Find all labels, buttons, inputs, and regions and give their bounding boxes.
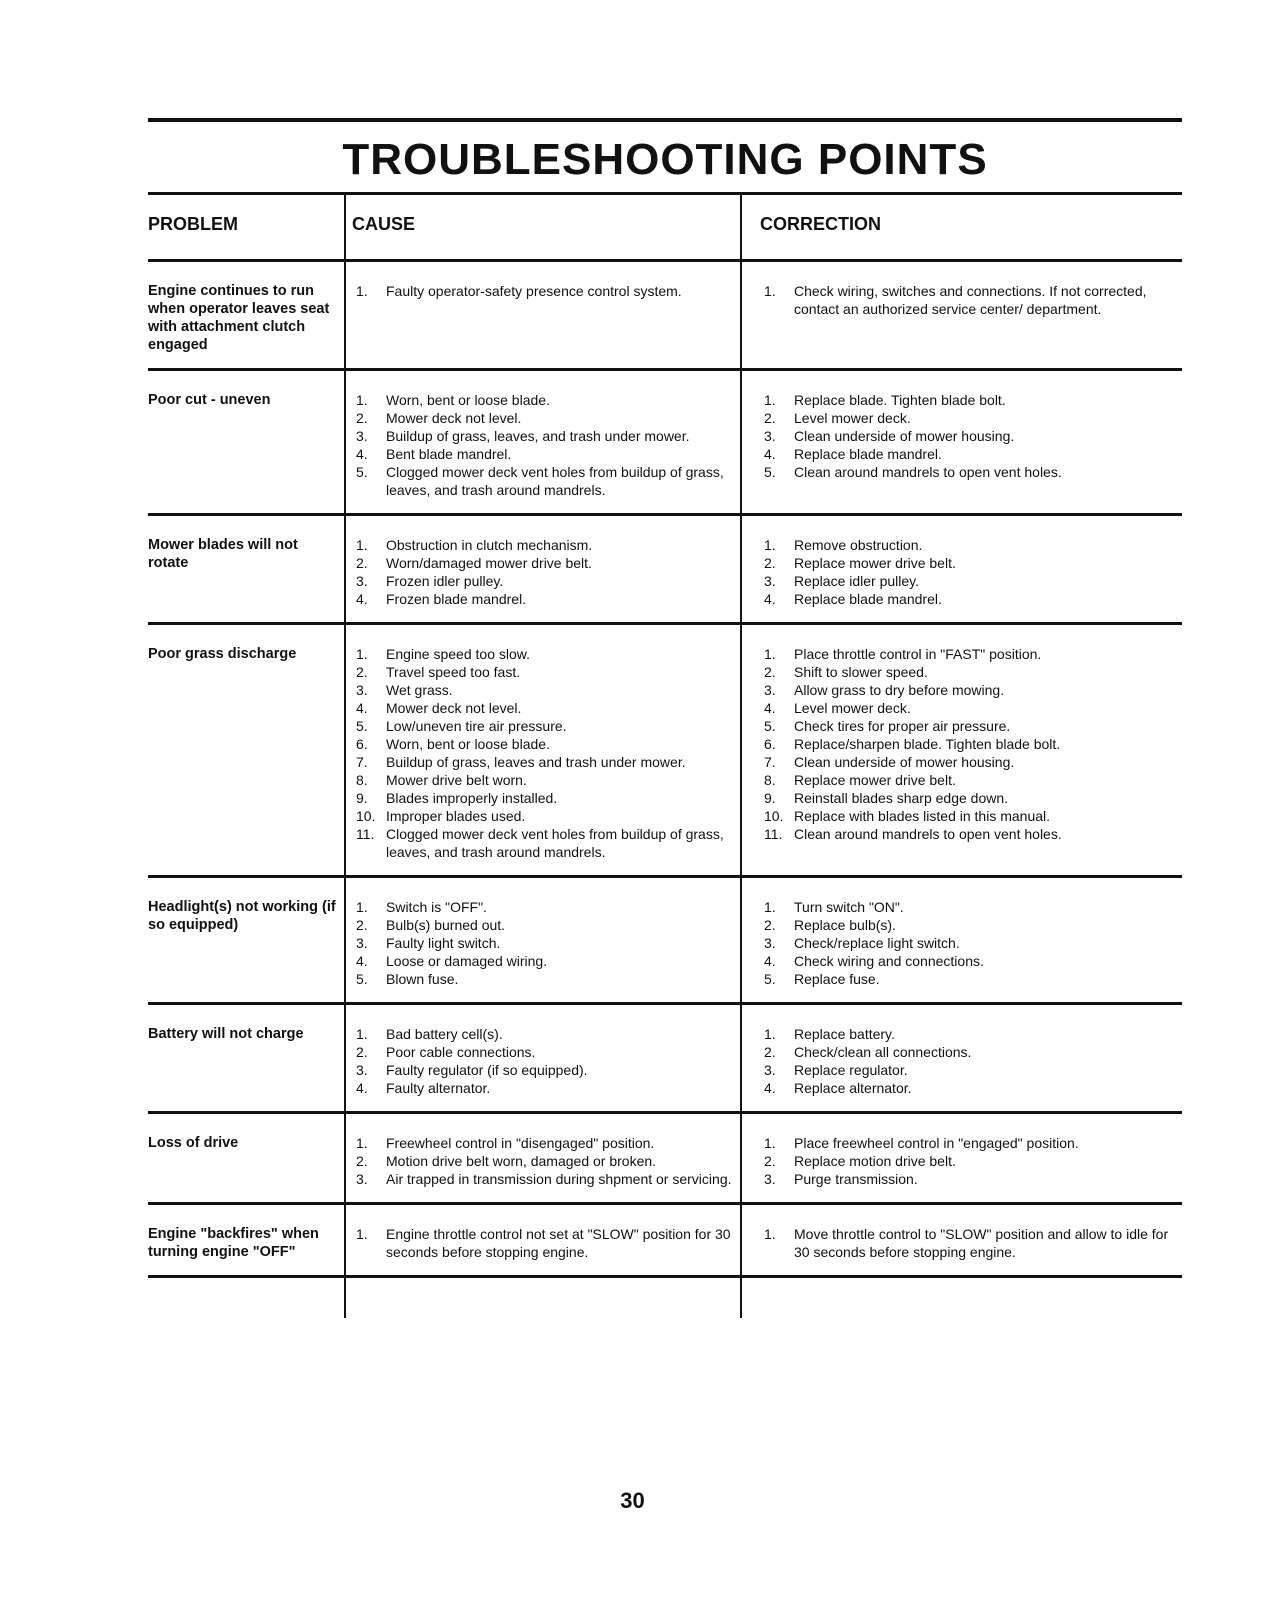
list-item <box>352 590 740 608</box>
list-item <box>352 1225 740 1261</box>
correction-list <box>760 1025 1182 1097</box>
item-text: Loose or damaged wiring. <box>386 953 548 969</box>
table-end-row <box>148 1275 1182 1318</box>
item-number: 1. <box>356 392 368 408</box>
item-number: 1. <box>764 899 776 915</box>
item-text: Replace/sharpen blade. Tighten blade bolt. <box>794 736 1061 752</box>
item-number: 1. <box>764 537 776 553</box>
item-text: Worn, bent or loose blade. <box>386 392 550 408</box>
item-number: 1. <box>764 1026 776 1042</box>
list-item <box>760 753 1182 771</box>
item-number: 5. <box>356 971 368 987</box>
item-text: Shift to slower speed. <box>794 664 928 680</box>
item-number: 2. <box>356 1153 368 1169</box>
item-number: 3. <box>356 1171 368 1187</box>
item-text: Improper blades used. <box>386 808 526 824</box>
list-item <box>760 463 1182 481</box>
cause-cell <box>344 625 740 875</box>
list-item <box>352 1152 740 1170</box>
item-text: Move throttle control to "SLOW" position and allow to idle for 30 seconds before stopping engine. <box>794 1226 1169 1260</box>
item-text: Switch is "OFF". <box>386 899 487 915</box>
item-number: 3. <box>356 935 368 951</box>
item-number: 2. <box>764 917 776 933</box>
list-item <box>760 699 1182 717</box>
list-item <box>352 1061 740 1079</box>
list-item <box>760 952 1182 970</box>
cause-cell <box>344 262 740 368</box>
list-item <box>760 735 1182 753</box>
list-item <box>760 1043 1182 1061</box>
cause-list <box>352 1134 740 1188</box>
item-number: 9. <box>764 790 776 806</box>
cause-list <box>352 898 740 988</box>
cause-list <box>352 1225 740 1261</box>
table-row <box>148 875 1182 1002</box>
correction-list <box>760 282 1182 318</box>
item-text: Low/uneven tire air pressure. <box>386 718 567 734</box>
list-item <box>352 427 740 445</box>
item-number: 2. <box>356 664 368 680</box>
problem-cell <box>148 1205 344 1275</box>
cause-cell <box>344 516 740 622</box>
list-item <box>760 916 1182 934</box>
item-number: 3. <box>356 1062 368 1078</box>
item-number: 4. <box>356 1080 368 1096</box>
item-number: 5. <box>356 464 368 480</box>
item-number: 5. <box>356 718 368 734</box>
cause-list <box>352 282 740 300</box>
problem-cell <box>148 262 344 368</box>
correction-list <box>760 391 1182 481</box>
list-item <box>352 771 740 789</box>
list-item <box>760 1025 1182 1043</box>
item-text: Place throttle control in "FAST" position. <box>794 646 1042 662</box>
list-item <box>352 753 740 771</box>
table-row <box>148 513 1182 622</box>
item-text: Blown fuse. <box>386 971 459 987</box>
item-text: Clean underside of mower housing. <box>794 754 1015 770</box>
item-text: Faulty regulator (if so equipped). <box>386 1062 588 1078</box>
item-number: 4. <box>764 591 776 607</box>
list-item <box>352 1079 740 1097</box>
problem-text: Battery will not charge <box>148 1026 304 1042</box>
list-item <box>760 554 1182 572</box>
item-text: Faulty alternator. <box>386 1080 491 1096</box>
correction-list <box>760 1134 1182 1188</box>
list-item <box>352 735 740 753</box>
correction-cell <box>740 878 1182 1002</box>
item-text: Turn switch "ON". <box>794 899 904 915</box>
list-item <box>352 681 740 699</box>
item-text: Bent blade mandrel. <box>386 446 512 462</box>
cause-list <box>352 645 740 861</box>
problem-text: Loss of drive <box>148 1135 239 1151</box>
item-text: Bulb(s) burned out. <box>386 917 506 933</box>
problem-text: Poor grass discharge <box>148 646 297 662</box>
item-number: 2. <box>356 555 368 571</box>
item-number: 3. <box>764 682 776 698</box>
item-text: Freewheel control in "disengaged" position. <box>386 1135 655 1151</box>
list-item <box>352 916 740 934</box>
item-number: 6. <box>356 736 368 752</box>
item-text: Buildup of grass, leaves and trash under mower. <box>386 754 686 770</box>
item-number: 1. <box>356 1135 368 1151</box>
item-number: 9. <box>356 790 368 806</box>
problem-cell <box>148 878 344 1002</box>
problem-text: Engine "backfires" when turning engine "OFF" <box>148 1226 319 1260</box>
list-item <box>352 807 740 825</box>
item-number: 4. <box>764 1080 776 1096</box>
item-text: Motion drive belt worn, damaged or broken. <box>386 1153 657 1169</box>
troubleshooting-page <box>148 118 1182 1318</box>
list-item <box>352 970 740 988</box>
item-number: 2. <box>764 410 776 426</box>
item-number: 3. <box>764 428 776 444</box>
item-text: Engine speed too slow. <box>386 646 530 662</box>
item-number: 1. <box>764 283 776 299</box>
item-text: Replace mower drive belt. <box>794 772 956 788</box>
list-item <box>352 445 740 463</box>
list-item <box>352 825 740 861</box>
item-number: 1. <box>356 1226 368 1242</box>
list-item <box>352 1134 740 1152</box>
list-item <box>760 970 1182 988</box>
list-item <box>760 1225 1182 1261</box>
item-number: 5. <box>764 971 776 987</box>
item-number: 2. <box>356 410 368 426</box>
item-number: 1. <box>356 899 368 915</box>
item-number: 1. <box>356 646 368 662</box>
header-correction: CORRECTION <box>740 195 1182 259</box>
item-text: Poor cable connections. <box>386 1044 536 1060</box>
page-number: 30 <box>620 1488 645 1513</box>
list-item <box>352 1043 740 1061</box>
item-text: Obstruction in clutch mechanism. <box>386 537 593 553</box>
item-text: Place freewheel control in "engaged" position. <box>794 1135 1079 1151</box>
item-number: 11. <box>356 826 375 842</box>
item-text: Frozen blade mandrel. <box>386 591 527 607</box>
item-number: 11. <box>764 826 783 842</box>
correction-cell <box>740 625 1182 875</box>
cause-list <box>352 536 740 608</box>
table-header <box>148 195 1182 259</box>
page-title: TROUBLESHOOTING POINTS <box>342 135 988 184</box>
cause-cell <box>344 1114 740 1202</box>
item-number: 7. <box>356 754 368 770</box>
item-number: 2. <box>356 917 368 933</box>
table-row <box>148 1202 1182 1275</box>
item-text: Wet grass. <box>386 682 453 698</box>
list-item <box>760 898 1182 916</box>
correction-cell <box>740 1205 1182 1275</box>
list-item <box>760 1170 1182 1188</box>
item-number: 4. <box>764 700 776 716</box>
list-item <box>352 645 740 663</box>
list-item <box>352 898 740 916</box>
item-number: 2. <box>764 1153 776 1169</box>
list-item <box>760 445 1182 463</box>
item-text: Mower deck not level. <box>386 410 522 426</box>
table-row <box>148 622 1182 875</box>
list-item <box>352 789 740 807</box>
list-item <box>760 645 1182 663</box>
list-item <box>352 934 740 952</box>
list-item <box>760 590 1182 608</box>
correction-list <box>760 1225 1182 1261</box>
item-text: Worn, bent or loose blade. <box>386 736 550 752</box>
list-item <box>352 282 740 300</box>
problem-text: Poor cut - uneven <box>148 392 271 408</box>
list-item <box>760 1079 1182 1097</box>
list-item <box>352 463 740 499</box>
list-item <box>760 681 1182 699</box>
item-number: 3. <box>356 573 368 589</box>
list-item <box>760 536 1182 554</box>
item-number: 2. <box>356 1044 368 1060</box>
item-text: Reinstall blades sharp edge down. <box>794 790 1009 806</box>
cause-cell <box>344 878 740 1002</box>
item-text: Replace regulator. <box>794 1062 908 1078</box>
correction-cell <box>740 371 1182 513</box>
table-body <box>148 259 1182 1275</box>
item-text: Faulty light switch. <box>386 935 501 951</box>
cause-cell <box>344 1205 740 1275</box>
item-text: Remove obstruction. <box>794 537 923 553</box>
problem-text: Headlight(s) not working (if so equipped) <box>148 899 336 933</box>
item-number: 3. <box>764 935 776 951</box>
item-text: Replace idler pulley. <box>794 573 920 589</box>
item-number: 2. <box>764 664 776 680</box>
item-number: 2. <box>764 555 776 571</box>
correction-list <box>760 645 1182 843</box>
list-item <box>760 427 1182 445</box>
item-number: 5. <box>764 464 776 480</box>
list-item <box>760 1061 1182 1079</box>
item-text: Clean underside of mower housing. <box>794 428 1015 444</box>
item-number: 3. <box>764 573 776 589</box>
cause-cell <box>344 371 740 513</box>
item-text: Bad battery cell(s). <box>386 1026 503 1042</box>
cause-list <box>352 391 740 499</box>
list-item <box>352 572 740 590</box>
correction-cell <box>740 516 1182 622</box>
item-number: 3. <box>356 428 368 444</box>
item-number: 4. <box>356 446 368 462</box>
item-text: Replace bulb(s). <box>794 917 896 933</box>
item-text: Clean around mandrels to open vent holes. <box>794 826 1062 842</box>
list-item <box>352 409 740 427</box>
list-item <box>760 771 1182 789</box>
correction-cell <box>740 262 1182 368</box>
list-item <box>760 807 1182 825</box>
cause-cell <box>344 1005 740 1111</box>
item-text: Replace blade mandrel. <box>794 446 942 462</box>
item-number: 3. <box>356 682 368 698</box>
item-text: Replace mower drive belt. <box>794 555 956 571</box>
item-text: Replace motion drive belt. <box>794 1153 956 1169</box>
item-text: Travel speed too fast. <box>386 664 521 680</box>
table-row <box>148 1002 1182 1111</box>
item-number: 4. <box>764 446 776 462</box>
item-text: Frozen idler pulley. <box>386 573 504 589</box>
problem-cell <box>148 1114 344 1202</box>
list-item <box>760 934 1182 952</box>
item-number: 10. <box>356 808 376 824</box>
cause-list <box>352 1025 740 1097</box>
correction-cell <box>740 1114 1182 1202</box>
item-text: Blades improperly installed. <box>386 790 558 806</box>
item-text: Replace battery. <box>794 1026 895 1042</box>
item-number: 4. <box>356 953 368 969</box>
list-item <box>352 952 740 970</box>
list-item <box>760 663 1182 681</box>
item-number: 7. <box>764 754 776 770</box>
table-row <box>148 368 1182 513</box>
item-text: Replace blade. Tighten blade bolt. <box>794 392 1006 408</box>
item-text: Level mower deck. <box>794 410 911 426</box>
item-text: Clogged mower deck vent holes from buildup of grass, leaves, and trash around mandrels. <box>386 826 724 860</box>
item-number: 5. <box>764 718 776 734</box>
header-problem: PROBLEM <box>148 214 238 234</box>
list-item <box>760 391 1182 409</box>
list-item <box>352 554 740 572</box>
problem-cell <box>148 1005 344 1111</box>
list-item <box>760 1134 1182 1152</box>
problem-text: Engine continues to run when operator leaves seat with attachment clutch engaged <box>148 283 330 353</box>
list-item <box>760 409 1182 427</box>
correction-list <box>760 536 1182 608</box>
table-row <box>148 1111 1182 1202</box>
problem-cell <box>148 516 344 622</box>
problem-text: Mower blades will not rotate <box>148 537 298 571</box>
item-text: Replace fuse. <box>794 971 880 987</box>
item-number: 1. <box>764 1135 776 1151</box>
item-number: 1. <box>356 537 368 553</box>
list-item <box>352 663 740 681</box>
item-number: 6. <box>764 736 776 752</box>
list-item <box>352 1025 740 1043</box>
item-text: Faulty operator-safety presence control system. <box>386 283 682 299</box>
item-number: 3. <box>764 1062 776 1078</box>
list-item <box>352 1170 740 1188</box>
item-text: Engine throttle control not set at "SLOW" position for 30 seconds before stopping engine. <box>386 1226 731 1260</box>
item-number: 10. <box>764 808 784 824</box>
item-number: 1. <box>356 283 368 299</box>
list-item <box>760 282 1182 318</box>
list-item <box>760 717 1182 735</box>
item-number: 1. <box>764 1226 776 1242</box>
item-text: Air trapped in transmission during shpment or servicing. <box>386 1171 732 1187</box>
item-text: Clogged mower deck vent holes from buildup of grass, leaves, and trash around mandrels. <box>386 464 724 498</box>
item-text: Clean around mandrels to open vent holes. <box>794 464 1062 480</box>
list-item <box>760 789 1182 807</box>
item-text: Check wiring, switches and connections. If not corrected, contact an authorized service center/ department. <box>794 283 1147 317</box>
item-text: Level mower deck. <box>794 700 911 716</box>
correction-cell <box>740 1005 1182 1111</box>
list-item <box>352 391 740 409</box>
item-number: 4. <box>356 700 368 716</box>
list-item <box>760 572 1182 590</box>
item-number: 4. <box>764 953 776 969</box>
item-number: 1. <box>764 646 776 662</box>
list-item <box>352 717 740 735</box>
item-number: 1. <box>356 1026 368 1042</box>
item-number: 2. <box>764 1044 776 1060</box>
item-text: Buildup of grass, leaves, and trash under mower. <box>386 428 690 444</box>
item-text: Check/replace light switch. <box>794 935 960 951</box>
item-number: 3. <box>764 1171 776 1187</box>
item-text: Mower drive belt worn. <box>386 772 527 788</box>
problem-cell <box>148 371 344 513</box>
item-text: Replace with blades listed in this manual. <box>794 808 1051 824</box>
list-item <box>760 1152 1182 1170</box>
item-text: Worn/damaged mower drive belt. <box>386 555 592 571</box>
list-item <box>352 536 740 554</box>
item-text: Check/clean all connections. <box>794 1044 972 1060</box>
item-text: Allow grass to dry before mowing. <box>794 682 1005 698</box>
item-number: 8. <box>356 772 368 788</box>
item-number: 1. <box>764 392 776 408</box>
header-cause: CAUSE <box>344 195 740 259</box>
item-text: Mower deck not level. <box>386 700 522 716</box>
item-text: Check tires for proper air pressure. <box>794 718 1011 734</box>
item-text: Check wiring and connections. <box>794 953 984 969</box>
list-item <box>760 825 1182 843</box>
item-text: Replace blade mandrel. <box>794 591 942 607</box>
item-number: 4. <box>356 591 368 607</box>
correction-list <box>760 898 1182 988</box>
item-number: 8. <box>764 772 776 788</box>
problem-cell <box>148 625 344 875</box>
list-item <box>352 699 740 717</box>
item-text: Replace alternator. <box>794 1080 912 1096</box>
item-text: Purge transmission. <box>794 1171 918 1187</box>
table-row <box>148 259 1182 368</box>
